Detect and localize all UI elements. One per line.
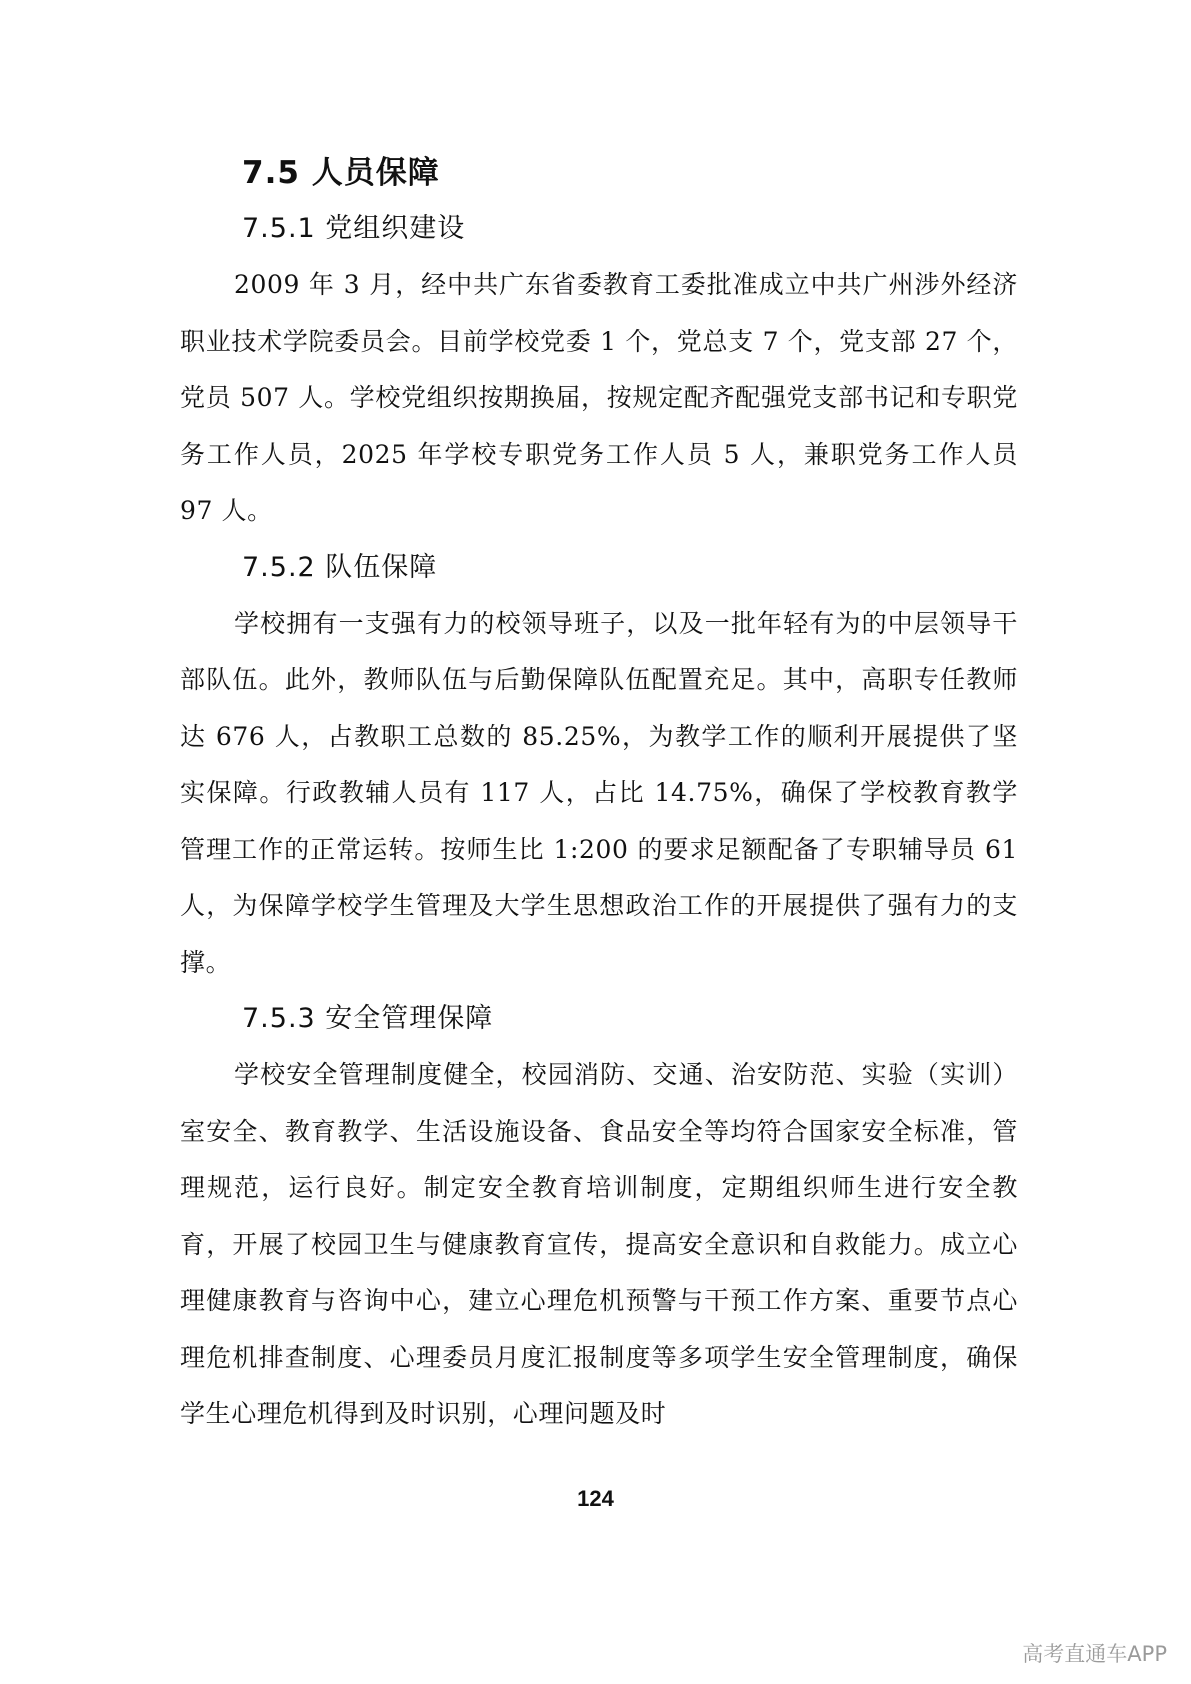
page-content	[180, 145, 1018, 1443]
section-heading: 7.5 人员保障	[242, 155, 440, 191]
paragraph-safety-management: 学校安全管理制度健全，校园消防、交通、治安防范、实验（实训）室安全、教育教学、生活设施设备、食品安全等均符合国家安全标准，管理规范，运行良好。制定安全教育培训制度，定期组织师生进行安全教育，开展了校园卫生与健康教育宣传，提高安全意识和自救能力。成立心理健康教育与咨询中心，建立心理危机预警与干预工作方案、重要节点心理危机排查制度、心理委员月度汇报制度等多项学生安全管理制度，确保学生心理危机得到及时识别，心理问题及时	[180, 1060, 1018, 1428]
subsection-heading-safety-management: 7.5.3 安全管理保障	[242, 1003, 494, 1034]
subsection-heading-team-guarantee: 7.5.2 队伍保障	[242, 551, 438, 583]
watermark-text: 高考直通车APP	[1022, 1642, 1167, 1666]
paragraph-team-guarantee: 学校拥有一支强有力的校领导班子，以及一批年轻有为的中层领导干部队伍。此外，教师队伍与后勤保障队伍配置充足。其中，高职专任教师达 676 人，占教职工总数的 85.25%，为教学工作的顺利开展提供了坚实保障。行政教辅人员有 117 人，占比 14.75%，确保了学校教育教学管理工作的正常运转。按师生比 1:200 的要求足额配备了专职辅导员 61 人，为保障学校学生管理及大学生思想政治工作的开展提供了强有力的支撑。	[180, 608, 1018, 977]
subsection-heading-party-organization: 7.5.1 党组织建设	[242, 213, 466, 244]
page-number: 124	[577, 1486, 614, 1511]
paragraph-party-organization: 2009 年 3 月，经中共广东省委教育工委批准成立中共广州涉外经济职业技术学院委员会。目前学校党委 1 个，党总支 7 个，党支部 27 个，党员 507 人。学校党组织按期换届，按规定配齐配强党支部书记和专职党务工作人员，2025 年学校专职党务工作人员 5 人，兼职党务工作人员 97 人。	[180, 270, 1018, 525]
